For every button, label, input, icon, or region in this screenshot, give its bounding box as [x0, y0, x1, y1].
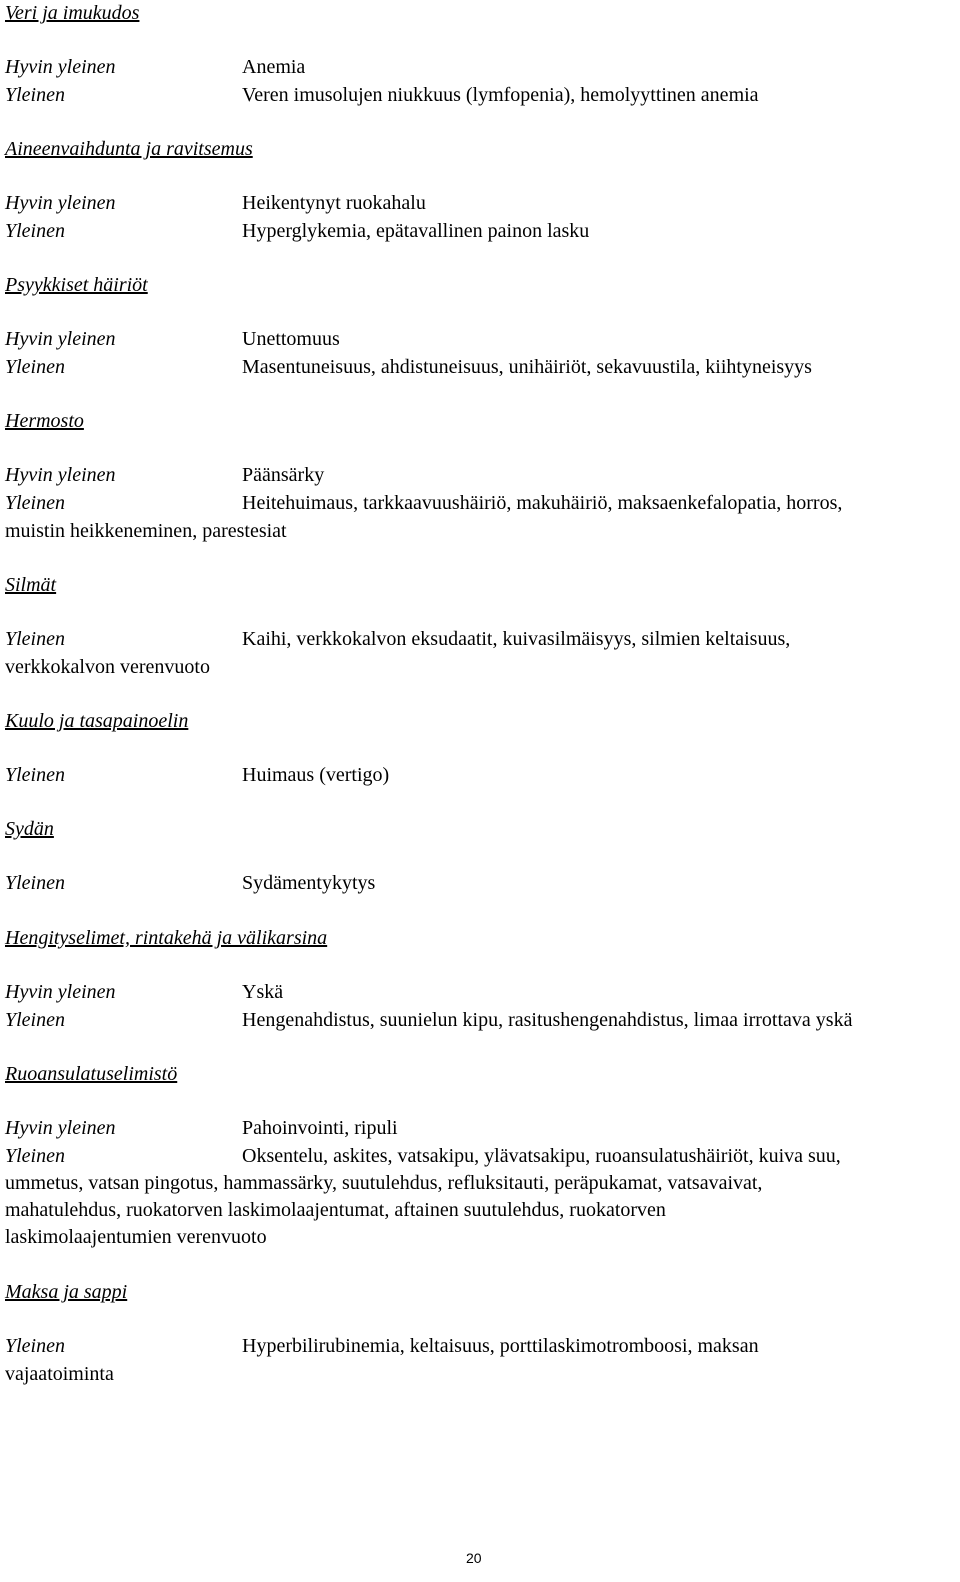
frequency-label: Hyvin yleinen	[5, 56, 116, 78]
frequency-label: Yleinen	[5, 84, 65, 106]
effect-continuation: ummetus, vatsan pingotus, hammassärky, suutulehdus, refluksitauti, peräpukamat, vatsavaivat,	[5, 1172, 763, 1194]
frequency-label: Yleinen	[5, 628, 65, 650]
effect-continuation: verkkokalvon verenvuoto	[5, 656, 210, 678]
section-heading-aineenvaihdunta: Aineenvaihdunta ja ravitsemus	[5, 138, 253, 160]
effect-text: Päänsärky	[242, 464, 325, 486]
effect-text: Huimaus (vertigo)	[242, 764, 390, 786]
section-heading-kuulo: Kuulo ja tasapainoelin	[5, 710, 189, 732]
page-number: 20	[466, 1550, 482, 1566]
frequency-label: Yleinen	[5, 872, 65, 894]
effect-text: Kaihi, verkkokalvon eksudaatit, kuivasilmäisyys, silmien keltaisuus,	[242, 628, 791, 650]
effect-text: Hyperglykemia, epätavallinen painon lasku	[242, 220, 590, 242]
section-heading-silmat: Silmät	[5, 574, 57, 596]
effect-continuation: laskimolaajentumien verenvuoto	[5, 1226, 267, 1248]
frequency-label: Hyvin yleinen	[5, 328, 116, 350]
frequency-label: Hyvin yleinen	[5, 464, 116, 486]
effect-text: Sydämentykytys	[242, 872, 376, 894]
section-heading-hermosto: Hermosto	[5, 410, 84, 432]
effect-continuation: vajaatoiminta	[5, 1363, 114, 1385]
frequency-label: Yleinen	[5, 764, 65, 786]
effect-continuation: mahatulehdus, ruokatorven laskimolaajentumat, aftainen suutulehdus, ruokatorven	[5, 1199, 666, 1221]
section-heading-sydan: Sydän	[5, 818, 54, 840]
frequency-label: Hyvin yleinen	[5, 1117, 116, 1139]
frequency-label: Hyvin yleinen	[5, 192, 116, 214]
frequency-label: Yleinen	[5, 220, 65, 242]
frequency-label: Yleinen	[5, 1009, 65, 1031]
frequency-label: Yleinen	[5, 492, 65, 514]
effect-continuation: muistin heikkeneminen, parestesiat	[5, 520, 287, 542]
frequency-label: Yleinen	[5, 1335, 65, 1357]
section-heading-veri: Veri ja imukudos	[5, 2, 140, 24]
frequency-label: Yleinen	[5, 1145, 65, 1167]
effect-text: Unettomuus	[242, 328, 340, 350]
frequency-label: Hyvin yleinen	[5, 981, 116, 1003]
effect-text: Hengenahdistus, suunielun kipu, rasitushengenahdistus, limaa irrottava yskä	[242, 1009, 853, 1031]
section-heading-psyykkiset: Psyykkiset häiriöt	[5, 274, 148, 296]
effect-text: Pahoinvointi, ripuli	[242, 1117, 398, 1139]
effect-text: Masentuneisuus, ahdistuneisuus, unihäiriöt, sekavuustila, kiihtyneisyys	[242, 356, 812, 378]
effect-text: Anemia	[242, 56, 306, 78]
effect-text: Yskä	[242, 981, 284, 1003]
section-heading-hengityselimet: Hengityselimet, rintakehä ja välikarsina	[5, 927, 328, 949]
effect-text: Heitehuimaus, tarkkaavuushäiriö, makuhäiriö, maksaenkefalopatia, horros,	[242, 492, 843, 514]
effect-text: Hyperbilirubinemia, keltaisuus, porttilaskimotromboosi, maksan	[242, 1335, 759, 1357]
effect-text: Veren imusolujen niukkuus (lymfopenia), hemolyyttinen anemia	[242, 84, 759, 106]
effect-text: Heikentynyt ruokahalu	[242, 192, 426, 214]
section-heading-maksa: Maksa ja sappi	[5, 1281, 128, 1303]
frequency-label: Yleinen	[5, 356, 65, 378]
effect-text: Oksentelu, askites, vatsakipu, ylävatsakipu, ruoansulatushäiriöt, kuiva suu,	[242, 1145, 841, 1167]
section-heading-ruoansulatus: Ruoansulatuselimistö	[5, 1063, 178, 1085]
